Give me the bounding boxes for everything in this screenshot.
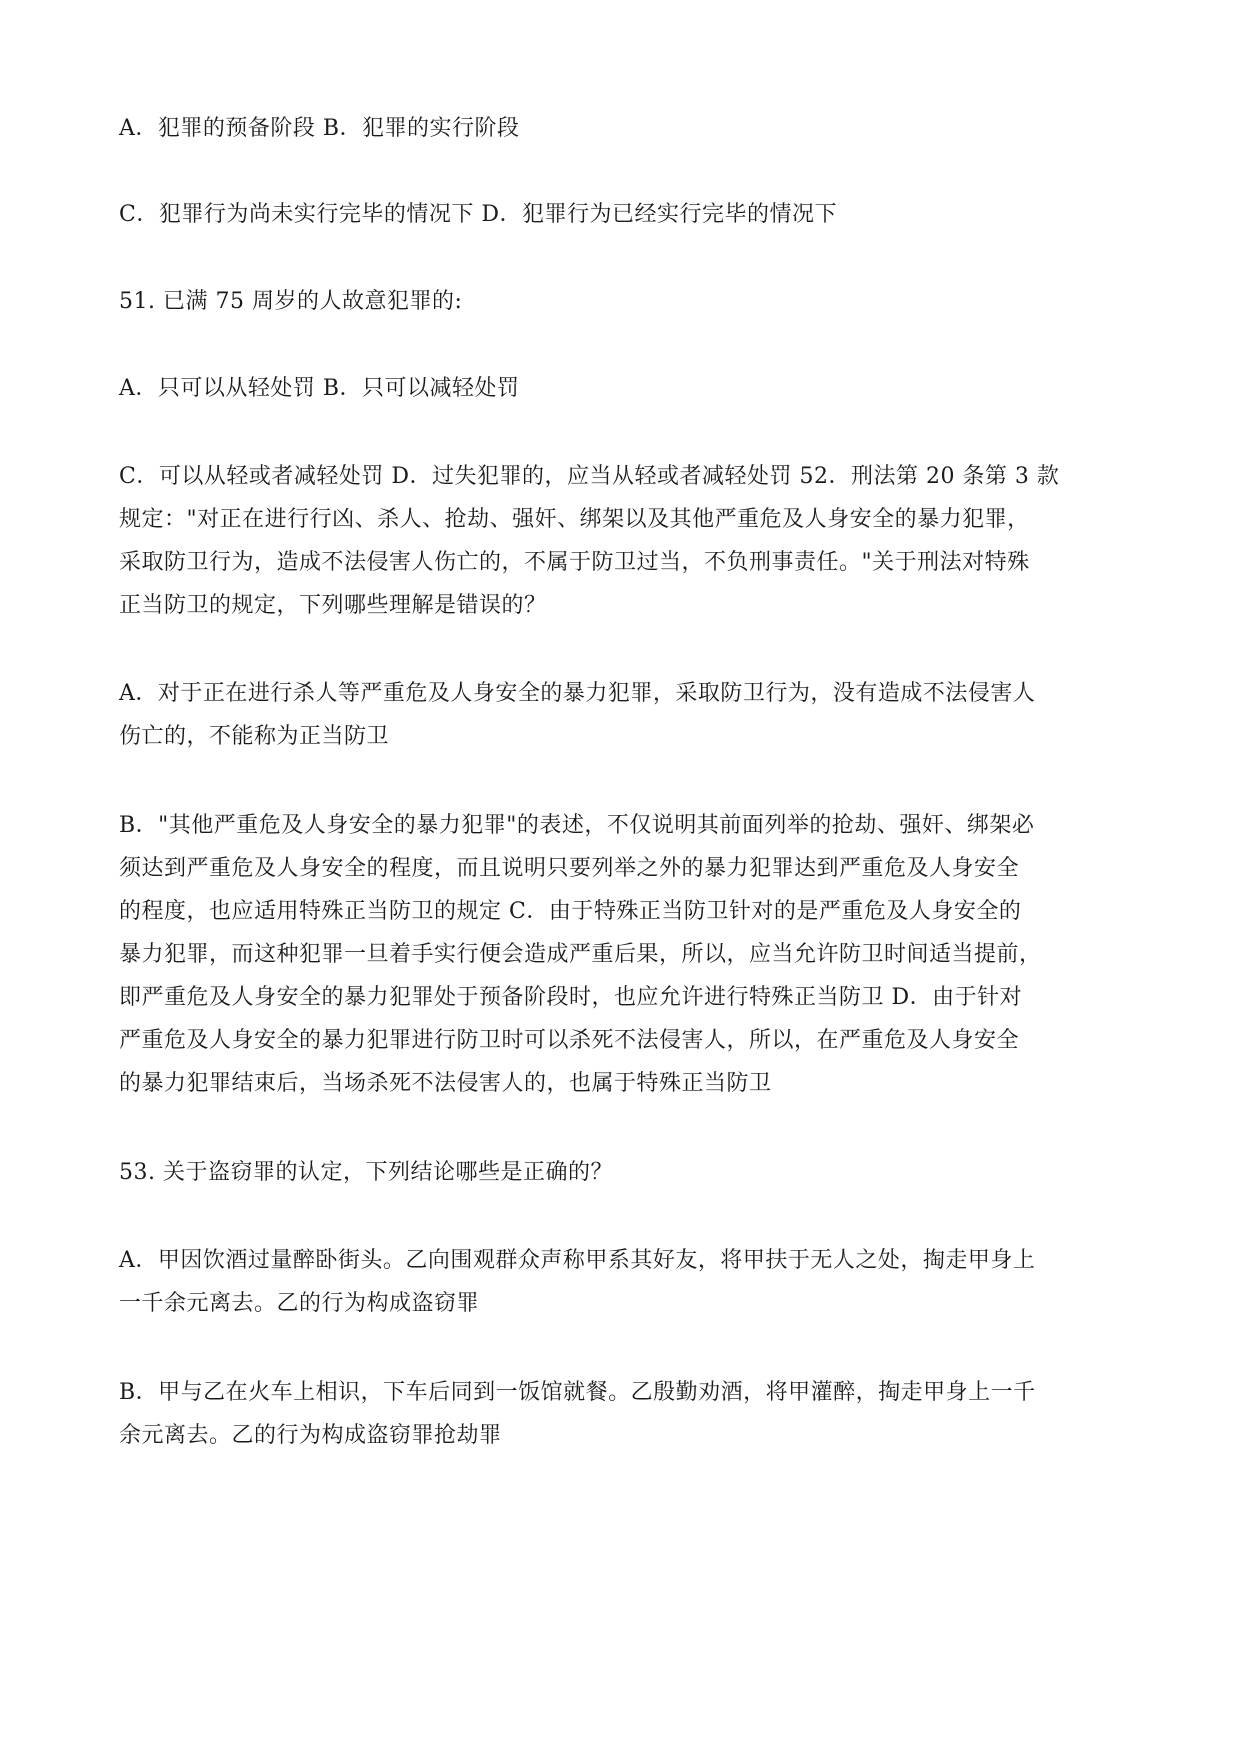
text-line: 暴力犯罪，而这种犯罪一旦着手实行便会造成严重后果，所以，应当允许防卫时间适当提前， — [119, 942, 1042, 967]
text-line: 的暴力犯罪结束后，当场杀死不法侵害人的，也属于特殊正当防卫 — [119, 1071, 772, 1096]
option-51-a-b — [119, 367, 1131, 410]
option-50-a-b — [119, 107, 1131, 150]
text-line: A．犯罪的预备阶段 B．犯罪的实行阶段 — [119, 116, 520, 141]
option-52-b-c-d — [119, 804, 1131, 1105]
question-53 — [119, 1151, 1131, 1194]
text-line: A．对于正在进行杀人等严重危及人身安全的暴力犯罪，采取防卫行为，没有造成不法侵害人 — [119, 681, 1036, 706]
option-52-a — [119, 672, 1131, 758]
text-line: 严重危及人身安全的暴力犯罪进行防卫时可以杀死不法侵害人，所以，在严重危及人身安全 — [119, 1028, 1020, 1053]
text-line: 余元离去。乙的行为构成盗窃罪抢劫罪 — [119, 1423, 502, 1448]
text-line: 须达到严重危及人身安全的程度，而且说明只要列举之外的暴力犯罪达到严重危及人身安全 — [119, 856, 1020, 881]
text-line: 采取防卫行为，造成不法侵害人伤亡的，不属于防卫过当，不负刑事责任。"关于刑法对特殊 — [119, 550, 1030, 575]
text-line: B．"其他严重危及人身安全的暴力犯罪"的表述，不仅说明其前面列举的抢劫、强奸、绑架必 — [119, 813, 1035, 838]
text-line: 53. 关于盗窃罪的认定，下列结论哪些是正确的？ — [119, 1160, 613, 1185]
question-51 — [119, 280, 1131, 323]
option-50-c-d — [119, 193, 1131, 236]
text-line: B．甲与乙在火车上相识，下车后同到一饭馆就餐。乙殷勤劝酒，将甲灌醉，掏走甲身上一千 — [119, 1380, 1036, 1405]
option-51-c-d-question-52 — [119, 455, 1131, 627]
text-line: C．犯罪行为尚未实行完毕的情况下 D．犯罪行为已经实行完毕的情况下 — [119, 202, 837, 227]
option-53-b — [119, 1371, 1131, 1457]
text-line: A．只可以从轻处罚 B．只可以减轻处罚 — [119, 376, 520, 401]
text-line: 一千余元离去。乙的行为构成盗窃罪 — [119, 1291, 480, 1316]
text-line: 的程度，也应适用特殊正当防卫的规定 C．由于特殊正当防卫针对的是严重危及人身安全的 — [119, 899, 1022, 924]
text-line: C．可以从轻或者减轻处罚 D．过失犯罪的，应当从轻或者减轻处罚 52．刑法第 20 条第 3 款 — [119, 464, 1060, 489]
text-line: 规定："对正在进行行凶、杀人、抢劫、强奸、绑架以及其他严重危及人身安全的暴力犯罪， — [119, 507, 1030, 532]
text-line: 51. 已满 75 周岁的人故意犯罪的: — [119, 289, 463, 314]
text-line: A．甲因饮酒过量醉卧街头。乙向围观群众声称甲系其好友，将甲扶于无人之处，掏走甲身上 — [119, 1248, 1036, 1273]
text-line: 伤亡的，不能称为正当防卫 — [119, 724, 390, 749]
text-line: 即严重危及人身安全的暴力犯罪处于预备阶段时，也应允许进行特殊正当防卫 D．由于针对 — [119, 985, 1023, 1010]
option-53-a — [119, 1239, 1131, 1325]
text-line: 正当防卫的规定，下列哪些理解是错误的？ — [119, 593, 547, 618]
